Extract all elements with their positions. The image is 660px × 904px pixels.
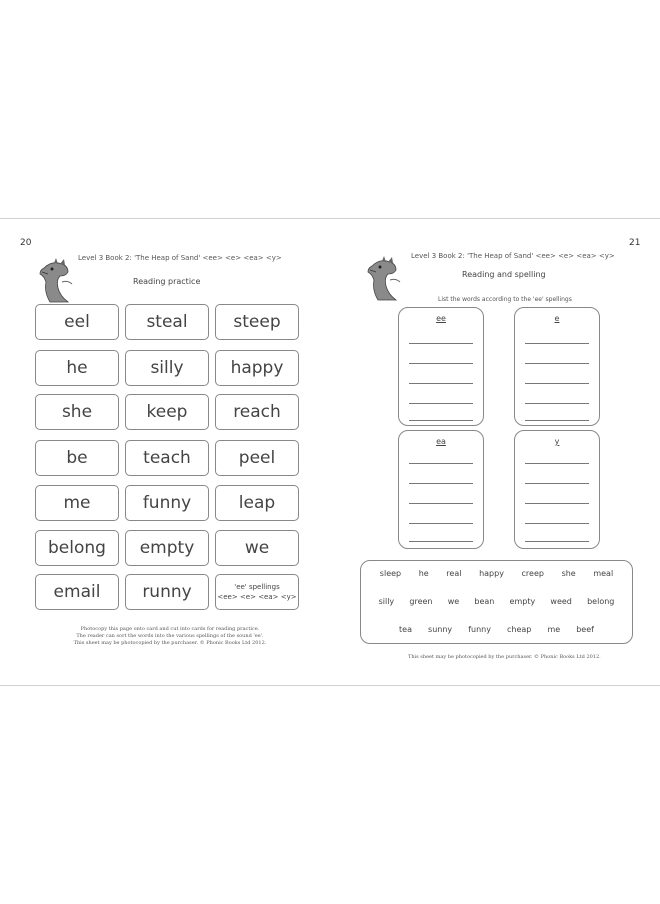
footnote-line: The reader can sort the words into the various spellings of the sound 'ee'. <box>76 633 264 639</box>
word-card: be <box>35 440 119 476</box>
right-page-footnote: This sheet may be photocopied by the purchaser. © Phonic Books Ltd 2012. <box>408 654 601 660</box>
word-bank-word: she <box>561 569 576 578</box>
word-bank-word: meal <box>593 569 614 578</box>
word-bank-row <box>361 569 632 578</box>
word-bank-row <box>361 625 632 634</box>
sort-instruction: List the words according to the 'ee' spellings <box>438 296 572 303</box>
dragon-icon <box>38 258 78 304</box>
word-card: steep <box>215 304 299 340</box>
sort-box-ea <box>398 430 484 549</box>
word-bank-word: real <box>446 569 462 578</box>
word-bank-word: funny <box>468 625 491 634</box>
word-bank-word: happy <box>479 569 504 578</box>
left-page-number: 20 <box>20 238 32 248</box>
sort-box-label: y <box>554 437 560 446</box>
word-bank-word: weed <box>550 597 572 606</box>
word-card: reach <box>215 394 299 430</box>
word-bank-word: belong <box>587 597 615 606</box>
sort-box-e <box>514 307 600 426</box>
left-page-footnote <box>70 626 270 647</box>
sort-box-label: ea <box>436 437 446 446</box>
word-card: belong <box>35 530 119 566</box>
word-card: teach <box>125 440 209 476</box>
word-bank-word: cheap <box>507 625 532 634</box>
right-page-number: 21 <box>629 238 641 248</box>
word-bank-word: sunny <box>428 625 453 634</box>
word-card: leap <box>215 485 299 521</box>
word-card: she <box>35 394 119 430</box>
word-bank-word: green <box>409 597 433 606</box>
word-bank-word: beef <box>576 625 594 634</box>
spellings-card <box>215 574 299 610</box>
word-bank-word: tea <box>399 625 412 634</box>
right-page-header: Level 3 Book 2: 'The Heap of Sand' <ee> <e> <ea> <y> <box>411 252 615 260</box>
word-bank-word: he <box>418 569 429 578</box>
word-bank-word: silly <box>378 597 395 606</box>
word-card: peel <box>215 440 299 476</box>
word-bank-word: bean <box>474 597 495 606</box>
spellings-card-title: 'ee' spellings <box>234 583 280 591</box>
word-card: steal <box>125 304 209 340</box>
word-card: silly <box>125 350 209 386</box>
sort-box-ee <box>398 307 484 426</box>
word-card: he <box>35 350 119 386</box>
word-bank-word: sleep <box>379 569 402 578</box>
left-page-header: Level 3 Book 2: 'The Heap of Sand' <ee> <e> <ea> <y> <box>78 254 282 262</box>
word-card: eel <box>35 304 119 340</box>
word-card: keep <box>125 394 209 430</box>
word-card: happy <box>215 350 299 386</box>
word-card: we <box>215 530 299 566</box>
word-card: email <box>35 574 119 610</box>
word-card: runny <box>125 574 209 610</box>
word-bank-word: creep <box>521 569 544 578</box>
footnote-line: Photocopy this page onto card and cut into cards for reading practice. <box>80 626 260 632</box>
word-bank-row <box>361 597 632 606</box>
word-bank-word: empty <box>509 597 536 606</box>
word-card: me <box>35 485 119 521</box>
right-page-subtitle: Reading and spelling <box>462 270 546 279</box>
word-bank <box>360 560 633 644</box>
word-bank-word: we <box>447 597 460 606</box>
word-card: empty <box>125 530 209 566</box>
sort-box-label: ee <box>436 314 446 323</box>
sort-box-y <box>514 430 600 549</box>
left-page-subtitle: Reading practice <box>133 277 201 286</box>
sort-box-label: e <box>554 314 560 323</box>
word-bank-word: me <box>547 625 561 634</box>
footnote-line: This sheet may be photocopied by the purchaser. © Phonic Books Ltd 2012. <box>73 640 267 646</box>
spellings-card-list: <ee> <e> <ea> <y> <box>217 593 297 601</box>
dragon-icon <box>366 256 406 302</box>
word-card: funny <box>125 485 209 521</box>
